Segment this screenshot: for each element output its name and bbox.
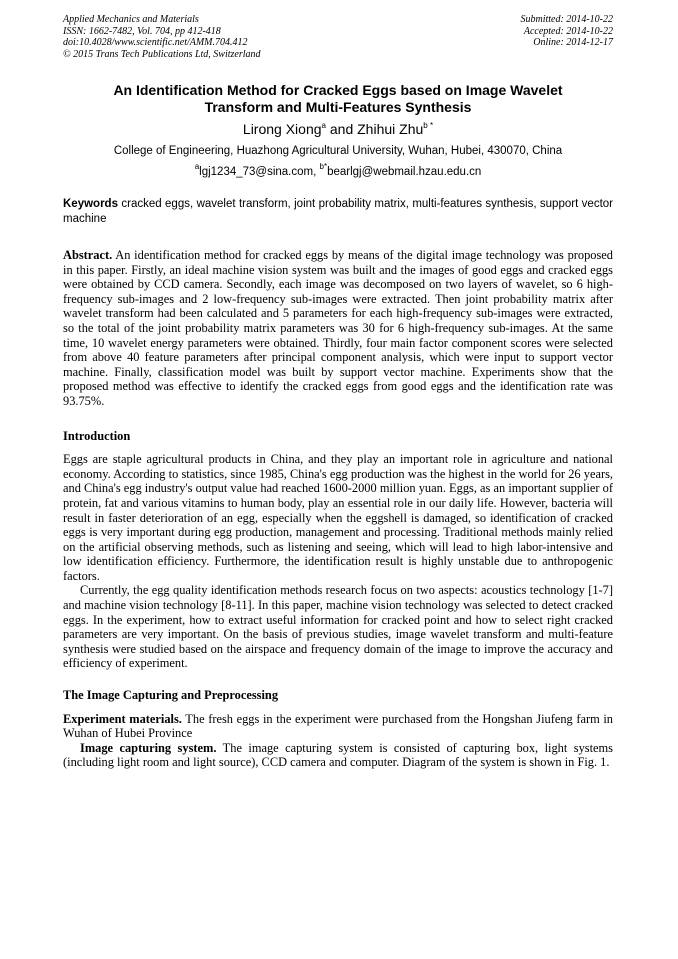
journal-header <box>63 14 613 64</box>
experiment-materials-paragraph <box>63 712 613 741</box>
image-capturing-system-text: The image capturing system is consisted of capturing box, light systems (including light room and light source), CCD camera and computer. Diagram of the system is shown in Fig. 1. <box>63 740 614 770</box>
experiment-materials-label: Experiment materials. <box>63 711 182 726</box>
author-list <box>63 120 613 138</box>
paper-title <box>63 82 613 116</box>
abstract-label: Abstract. <box>63 248 113 262</box>
journal-info <box>63 14 261 60</box>
keywords-text: cracked eggs, wavelet transform, joint probability matrix, multi-features synthesis, support vector machine <box>63 198 613 225</box>
abstract <box>63 248 613 409</box>
journal-doi: doi:10.4028/www.scientific.net/AMM.704.412 <box>63 37 248 49</box>
introduction-heading: Introduction <box>63 428 131 443</box>
abstract-text: An identification method for cracked eggs by means of the digital image technology was proposed in this paper. Firstly, an ideal machine vision system was built and the images of good eggs and cracked eggs were obtained by CCD camera. Secondly, each image was decomposed on two layers of wavelet, so 6 high-frequency sub-images and 2 low-frequency sub-images were extracted. Then joint probability matrix after wavelet transform had been calculated and 5 parameters for each high-frequency sub-images were extracted, so the total of the joint probability matrix parameters was 30 for 6 high-frequency sub-images. At the same time, 10 wavelet energy parameters were obtained. Thirdly, four main factor component scores were selected from above 40 feature parameters after principal component analysis, which were input to support vector machine. Finally, classification model was built by support vector machine. Experiments show that the proposed method was effective to identify the cracked eggs from good eggs and the identification rate was 93.75%. <box>63 248 613 408</box>
experiment-materials-text: The fresh eggs in the experiment were purchased from the Hongshan Jiufeng farm in Wuhan of Hubei Province <box>63 711 614 741</box>
introduction-paragraph-2: Currently, the egg quality identification methods research focus on two aspects: acoustics technology [1-7] and machine vision technology [8-11]. In this paper, machine vision technology was selected to detect cracked eggs. In the experiment, how to extract useful information for cracked point and how to select right cracked parameters are very important. On the basis of previous studies, image wavelet transform and multi-feature synthesis were studied based on the airspace and frequency domain of the image to improve the accuracy and efficiency of experiment. <box>63 583 613 671</box>
accepted-date: Accepted: 2014-10-22 <box>523 25 613 37</box>
email-b-mark: b* <box>319 162 328 171</box>
paper-page <box>63 14 613 770</box>
paper-title-line-1: An Identification Method for Cracked Eggs based on Image Wavelet <box>113 82 563 98</box>
image-capturing-system-paragraph <box>63 741 613 770</box>
image-capturing-heading: The Image Capturing and Preprocessing <box>63 688 279 703</box>
publication-dates <box>521 14 614 49</box>
author-1-affil-mark: a <box>321 121 326 130</box>
keywords-label: Keywords <box>63 198 118 210</box>
author-2: Zhihui Zhu <box>357 121 424 137</box>
journal-name: Applied Mechanics and Materials <box>63 14 199 25</box>
submitted-date: Submitted: 2014-10-22 <box>520 14 613 25</box>
email-b: bearlgj@webmail.hzau.edu.cn <box>327 166 482 178</box>
image-capturing-system-label: Image capturing system. <box>80 740 217 755</box>
introduction-paragraph-1: Eggs are staple agricultural products in China, and they play an important role in agriculture and national economy. According to statistics, since 1985, China's egg production was the highest in the world for 26 years, and China's egg industry's output value had reached 1600-2000 million yuan. Eggs, as an important supplier of protein, fat and various vitamins to human body, play an essential role in our daily life. However, bacteria will result in faster deterioration of an egg, especially when the eggshell is damaged, so identification of cracked eggs is very important during egg production, management and processing. Traditional methods mainly relied on the artificial observing methods, such as listening and seeing, which will lead to high labor-intensive and low identification efficiency. Furthermore, the identification result is highly unstable due to anthropogenic factors. <box>63 452 613 583</box>
keywords <box>63 197 613 226</box>
email-a-mark: a <box>194 162 200 171</box>
author-conjunction: and <box>325 121 358 137</box>
affiliation: College of Engineering, Huazhong Agricultural University, Wuhan, Hubei, 430070, China <box>113 145 563 157</box>
journal-copyright: © 2015 Trans Tech Publications Ltd, Switzerland <box>63 48 261 60</box>
author-2-affil-mark: b * <box>423 121 434 130</box>
journal-issn: ISSN: 1662-7482, Vol. 704, pp 412-418 <box>63 25 221 37</box>
author-1: Lirong Xiong <box>242 121 322 137</box>
paper-title-line-2: Transform and Multi-Features Synthesis <box>204 99 472 115</box>
author-emails <box>63 162 613 179</box>
email-a: lgj1234_73@sina.com, <box>199 166 320 178</box>
online-date: Online: 2014-12-17 <box>533 37 613 49</box>
